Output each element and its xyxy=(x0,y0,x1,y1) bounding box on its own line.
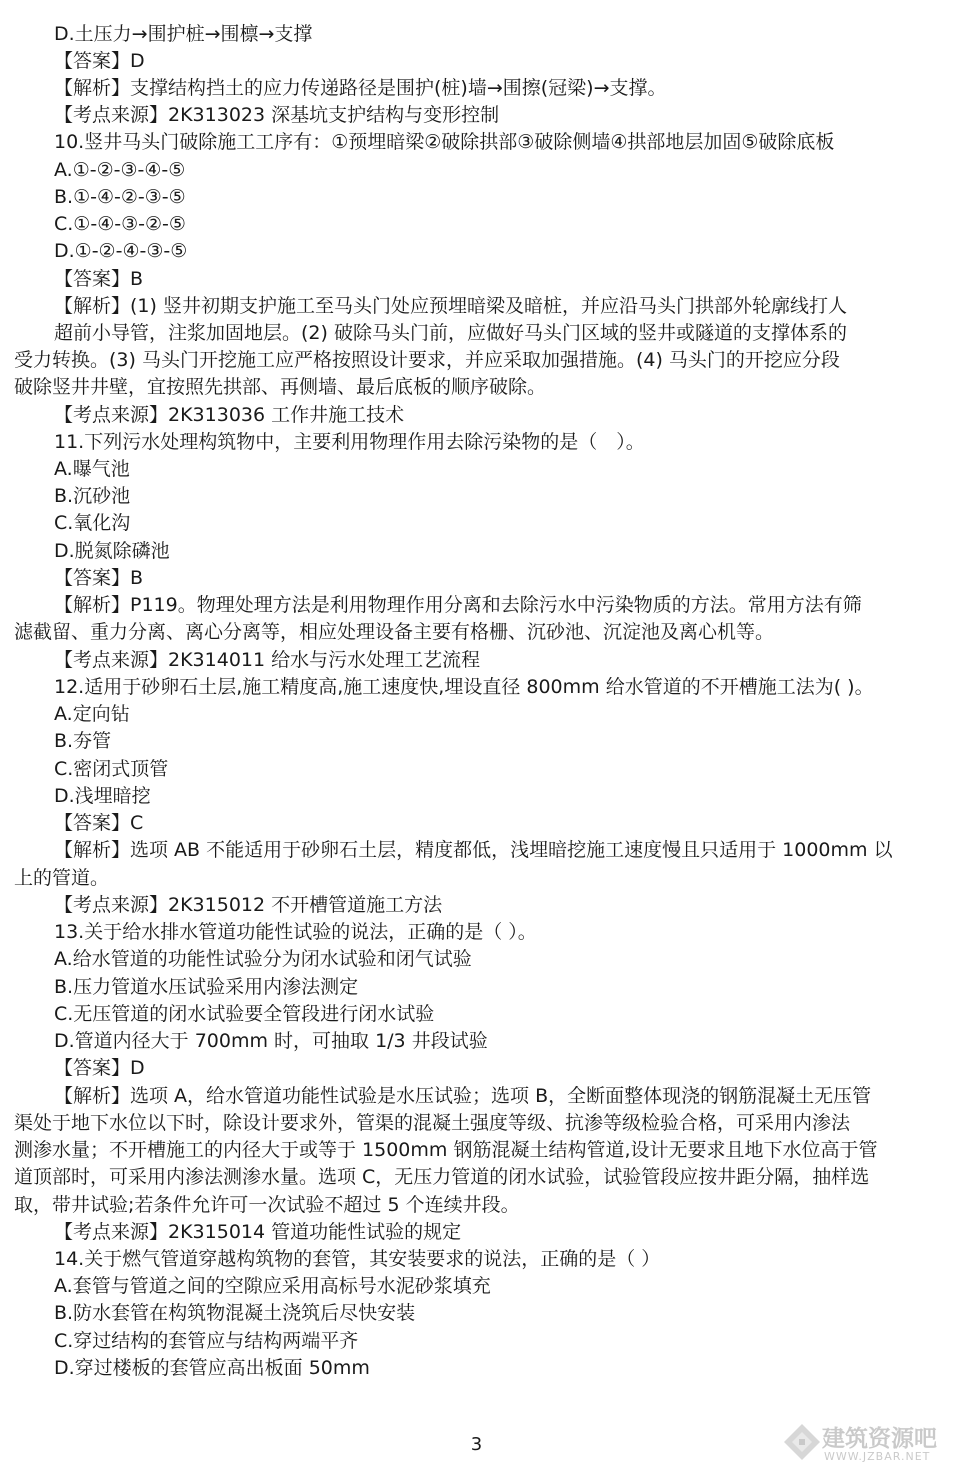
option-line: C.无压管道的闭水试验要全管段进行闭水试验 xyxy=(54,1003,435,1025)
source-line: 【考点来源】2K315014 管道功能性试验的规定 xyxy=(54,1221,462,1243)
answer-line: 【答案】B xyxy=(54,567,144,589)
watermark-url: WWW.JZBAR.NET xyxy=(824,1450,931,1463)
option-line: B.夯管 xyxy=(54,730,112,752)
diamond-logo-icon xyxy=(782,1422,822,1462)
answer-line: 【答案】D xyxy=(54,50,145,72)
answer-line: 【答案】B xyxy=(54,268,144,290)
analysis-line: 滤截留、重力分离、离心分离等，相应处理设备主要有格栅、沉砂池、沉淀池及离心机等。 xyxy=(14,621,775,643)
analysis-line: 上的管道。 xyxy=(14,867,110,889)
source-line: 【考点来源】2K313036 工作井施工技术 xyxy=(54,404,405,426)
question-line: 12.适用于砂卵石土层,施工精度高,施工速度快,埋设直径 800mm 给水管道的不开槽施工法为( )。 xyxy=(54,676,874,698)
option-line: B.①-④-②-③-⑤ xyxy=(54,186,186,208)
option-line: A.①-②-③-④-⑤ xyxy=(54,159,186,181)
answer-line: 【答案】D xyxy=(54,1057,145,1079)
source-line: 【考点来源】2K314011 给水与污水处理工艺流程 xyxy=(54,649,481,671)
option-line: C.①-④-③-②-⑤ xyxy=(54,213,186,235)
option-line: C.穿过结构的套管应与结构两端平齐 xyxy=(54,1330,359,1352)
option-line: A.给水管道的功能性试验分为闭水试验和闭气试验 xyxy=(54,948,472,970)
analysis-line: 道顶部时，可采用内渗法测渗水量。选项 C，无压力管道的闭水试验，试验管段应按井距分隔，抽样选 xyxy=(14,1166,870,1188)
source-line: 【考点来源】2K313023 深基坑支护结构与变形控制 xyxy=(54,104,500,126)
option-line: A.套管与管道之间的空隙应采用高标号水泥砂浆填充 xyxy=(54,1275,491,1297)
analysis-line: 破除竖井井壁，宜按照先拱部、再侧墙、最后底板的顺序破除。 xyxy=(14,376,547,398)
analysis-line: 受力转换。(3) 马头门开挖施工应严格按照设计要求，并应采取加强措施。(4) 马头门的开挖应分段 xyxy=(14,349,840,371)
analysis-line: 取，带井试验;若条件允许可一次试验不超过 5 个连续井段。 xyxy=(14,1194,520,1216)
option-line: A.曝气池 xyxy=(54,458,130,480)
option-line: D.管道内径大于 700mm 时，可抽取 1/3 井段试验 xyxy=(54,1030,488,1052)
option-line: A.定向钻 xyxy=(54,703,130,725)
option-line: B.防水套管在构筑物混凝土浇筑后尽快安装 xyxy=(54,1302,416,1324)
option-line: D.穿过楼板的套管应高出板面 50mm xyxy=(54,1357,370,1379)
text-line: D.土压力→围护桩→围檩→支撑 xyxy=(54,23,313,45)
option-line: B.压力管道水压试验采用内渗法测定 xyxy=(54,976,359,998)
option-line: C.氧化沟 xyxy=(54,512,131,534)
page-number: 3 xyxy=(470,1434,483,1455)
question-line: 14.关于燃气管道穿越构筑物的套管，其安装要求的说法，正确的是（ ） xyxy=(54,1248,661,1270)
analysis-line: 测渗水量；不开槽施工的内径大于或等于 1500mm 钢筋混凝土结构管道,设计无要求且地下水位高于管 xyxy=(14,1139,878,1161)
question-line: 11.下列污水处理构筑物中，主要利用物理作用去除污染物的是（ ）。 xyxy=(54,431,645,453)
watermark-title: 建筑资源吧 xyxy=(822,1426,937,1452)
option-line: D.①-②-④-③-⑤ xyxy=(54,240,188,262)
source-line: 【考点来源】2K315012 不开槽管道施工方法 xyxy=(54,894,443,916)
analysis-line: 【解析】选项 AB 不能适用于砂卵石土层，精度都低，浅埋暗挖施工速度慢且只适用于 1000mm 以 xyxy=(54,839,893,861)
answer-line: 【答案】C xyxy=(54,812,144,834)
analysis-line: 渠处于地下水位以下时，除设计要求外，管渠的混凝土强度等级、抗渗等级检验合格，可采用内渗法 xyxy=(14,1112,851,1134)
analysis-line: 【解析】支撑结构挡土的应力传递路径是围护(桩)墙→围擦(冠梁)→支撑。 xyxy=(54,77,667,99)
analysis-line: 超前小导管，注浆加固地层。(2) 破除马头门前，应做好马头门区域的竖井或隧道的支撑体系的 xyxy=(54,322,847,344)
question-line: 13.关于给水排水管道功能性试验的说法，正确的是（ ）。 xyxy=(54,921,537,943)
watermark xyxy=(782,1418,947,1468)
option-line: D.脱氮除磷池 xyxy=(54,540,170,562)
option-line: B.沉砂池 xyxy=(54,485,131,507)
question-line: 10.竖井马头门破除施工工序有：①预埋暗梁②破除拱部③破除侧墙④拱部地层加固⑤破除底板 xyxy=(54,131,835,153)
option-line: D.浅埋暗挖 xyxy=(54,785,151,807)
analysis-line: 【解析】(1) 竖井初期支护施工至马头门处应预埋暗梁及暗桩，并应沿马头门拱部外轮廓线打人 xyxy=(54,295,847,317)
analysis-line: 【解析】P119。物理处理方法是利用物理作用分离和去除污水中污染物质的方法。常用方法有筛 xyxy=(54,594,862,616)
option-line: C.密闭式顶管 xyxy=(54,758,169,780)
analysis-line: 【解析】选项 A，给水管道功能性试验是水压试验；选项 B，全断面整体现浇的钢筋混凝土无压管 xyxy=(54,1085,872,1107)
